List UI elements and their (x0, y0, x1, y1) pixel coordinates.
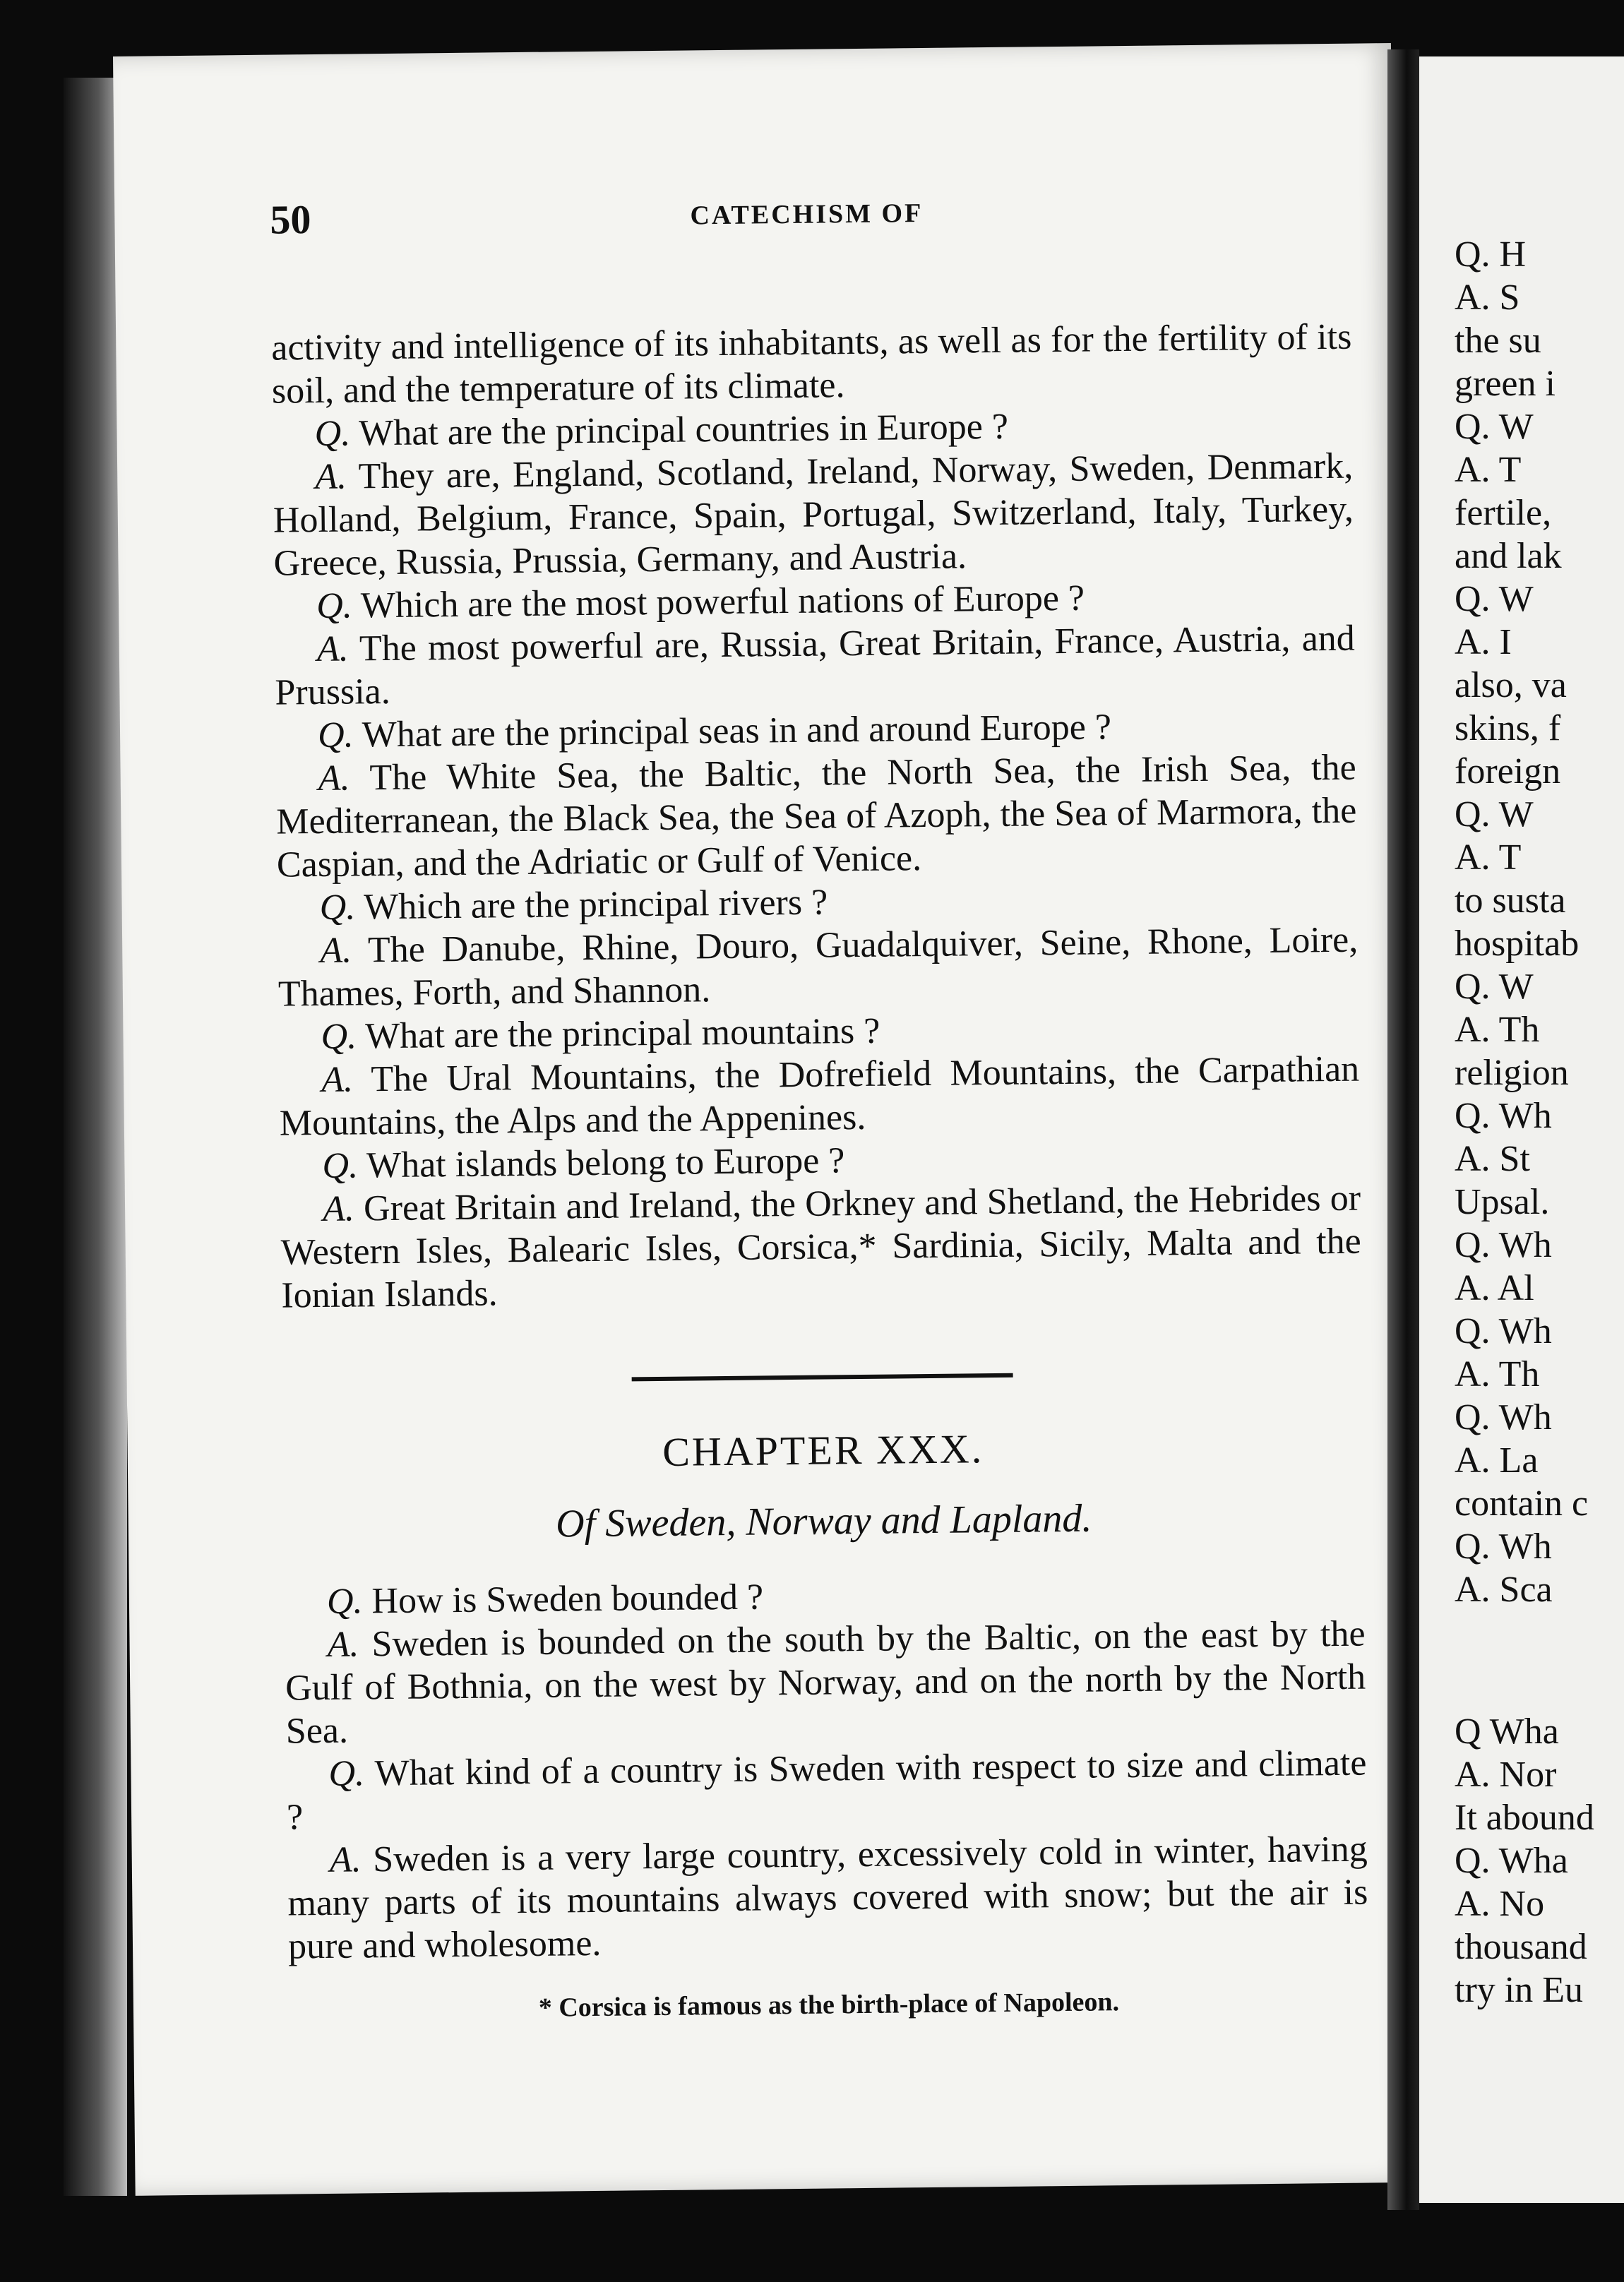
answer-label: A. (327, 1624, 359, 1665)
right-page-line: contain c (1455, 1483, 1589, 1524)
right-page (1419, 56, 1624, 2203)
paragraph-text: What islands belong to Europe ? (366, 1140, 845, 1186)
right-page-line: to susta (1455, 880, 1566, 921)
book-gutter (1387, 49, 1419, 2210)
right-page-line: Q. W (1455, 967, 1534, 1007)
right-page-line: Q. Wha (1455, 1841, 1568, 1881)
footnote: * Corsica is famous as the birth-place of Napoleon. (538, 1987, 1120, 2023)
question-label: Q. (328, 1753, 365, 1794)
answer-label: A. (316, 628, 349, 670)
page-body (271, 316, 1369, 2033)
paragraph-text: The Ural Mountains, the Dofrefield Mountains, the Carpathian Mountains, the Alps and the Appenines. (279, 1049, 1360, 1144)
answer (274, 617, 1355, 715)
answer-label: A. (329, 1839, 362, 1880)
right-page-line: foreign (1455, 751, 1561, 791)
right-page-line: also, va (1455, 665, 1567, 705)
right-page-line: Upsal. (1455, 1182, 1550, 1222)
right-page-line: Q. Wh (1455, 1397, 1552, 1438)
chapter-title: CHAPTER XXX. (662, 1426, 984, 1475)
right-page-line: try in Eu (1455, 1970, 1583, 2010)
question-label: Q. (319, 887, 356, 928)
right-page-line: religion (1455, 1053, 1569, 1093)
chapter-qa-section (285, 1570, 1369, 1969)
question-label: Q. (316, 585, 353, 627)
paragraph-text: Which are the principal rivers ? (363, 882, 828, 928)
answer-label: A. (321, 1059, 354, 1100)
paragraph-text: How is Sweden bounded ? (371, 1577, 764, 1622)
paragraph-text: Great Britain and Ireland, the Orkney and Shetland, the Hebrides or Western Isles, Balearic Isles, Corsica,* Sardinia, Sicily, Malta and the Ionian Islands. (280, 1178, 1361, 1316)
paragraph-text: What are the principal mountains ? (364, 1010, 880, 1057)
question-label: Q. (321, 1016, 357, 1057)
paragraph-text: The White Sea, the Baltic, the North Sea, the Irish Sea, the Mediterranean, the Black Sea, the Sea of Azoph, the Sea of Marmora, the Caspian, and the Adriatic or Gulf of Venice. (276, 747, 1357, 885)
right-page-line: A. Nor (1455, 1755, 1557, 1795)
answer (280, 1177, 1362, 1318)
right-page-line: and lak (1455, 536, 1562, 576)
answer (275, 746, 1357, 887)
right-page-line: A. No (1455, 1884, 1545, 1924)
right-page-line: Q. W (1455, 407, 1534, 447)
right-page-line: A. Th (1455, 1010, 1540, 1050)
right-page-line: Q. H (1455, 234, 1527, 275)
paragraph-text: The most powerful are, Russia, Great Britain, France, Austria, and Prussia. (275, 618, 1356, 713)
question-label: Q. (317, 715, 354, 756)
answer-label: A. (318, 758, 350, 799)
paragraph-text: The Danube, Rhine, Douro, Guadalquiver, Seine, Rhone, Loire, Thames, Forth, and Shannon. (277, 919, 1359, 1015)
right-page-line: Q. W (1455, 794, 1534, 835)
question-label: Q. (314, 413, 351, 455)
chapter-subtitle: Of Sweden, Norway and Lapland. (555, 1496, 1092, 1546)
answer (273, 445, 1354, 585)
right-page-line: A. La (1455, 1440, 1539, 1481)
right-page-line: A. I (1455, 622, 1512, 662)
right-page-line: Q. Wh (1455, 1225, 1552, 1265)
right-page-line: hospitab (1455, 924, 1580, 964)
right-page-line: fertile, (1455, 493, 1552, 533)
right-page-line: It abound (1455, 1798, 1594, 1838)
page-header (270, 185, 1344, 253)
paragraph-text: Sweden is a very large country, excessively cold in winter, having many parts of its mountains always covered with snow; but the air is pure and wholesome. (287, 1829, 1368, 1967)
paragraph-text: Which are the most powerful nations of Europe ? (360, 578, 1085, 626)
paragraph-text: What kind of a country is Sweden with respect to size and climate ? (286, 1743, 1367, 1838)
right-page-line: green i (1455, 364, 1556, 404)
right-page-fragments (1455, 233, 1624, 2012)
section-divider (632, 1373, 1013, 1382)
right-page-line: skins, f (1455, 708, 1561, 748)
answer-label: A. (322, 1188, 355, 1229)
right-page-line: Q Wha (1455, 1712, 1559, 1752)
paragraph-text: What are the principal countries in Europe ? (358, 406, 1009, 454)
right-page-line: A. T (1455, 837, 1522, 878)
right-page-line: the su (1455, 321, 1541, 361)
right-page-line (1455, 1611, 1624, 1710)
paragraph-text: Sweden is bounded on the south by the Baltic, on the east by the Gulf of Bothnia, on the west by Norway, and on the north by the North Sea. (285, 1613, 1366, 1752)
answer (285, 1613, 1366, 1753)
right-page-line: A. Al (1455, 1268, 1534, 1308)
right-page-line: Q. W (1455, 579, 1534, 619)
paragraph-text: What are the principal seas in and around Europe ? (362, 707, 1112, 755)
paragraph-text: activity and intelligence of its inhabitants, as well as for the fertility of its soil, and the temperature of its climate. (271, 316, 1352, 412)
right-page-line: thousand (1455, 1927, 1587, 1967)
page-number: 50 (270, 196, 311, 243)
question-label: Q. (326, 1581, 363, 1622)
right-page-line: A. S (1455, 277, 1520, 318)
answer (277, 919, 1359, 1016)
continued-text (271, 316, 1352, 413)
right-page-line: A. St (1455, 1139, 1530, 1179)
answer (287, 1828, 1368, 1969)
answer-label: A. (314, 456, 347, 498)
right-page-line: A. T (1455, 450, 1522, 490)
paragraph-text: They are, England, Scotland, Ireland, Norway, Sweden, Denmark, Holland, Belgium, France, Spain, Portugal, Switzerland, Italy, Turkey, Greece, Russia, Prussia, Germany, and Austria. (273, 446, 1354, 584)
right-page-line: A. Sca (1455, 1570, 1553, 1610)
answer (279, 1048, 1360, 1145)
running-head: CATECHISM OF (690, 198, 924, 231)
right-page-line: Q. Wh (1455, 1527, 1552, 1567)
qa-section (271, 316, 1362, 1318)
left-page (113, 43, 1414, 2196)
question (286, 1742, 1367, 1839)
right-page-line: Q. Wh (1455, 1311, 1552, 1351)
question-label: Q. (322, 1145, 359, 1186)
right-page-line: Q. Wh (1455, 1096, 1552, 1136)
answer-label: A. (319, 930, 352, 971)
right-page-line: A. Th (1455, 1354, 1540, 1394)
